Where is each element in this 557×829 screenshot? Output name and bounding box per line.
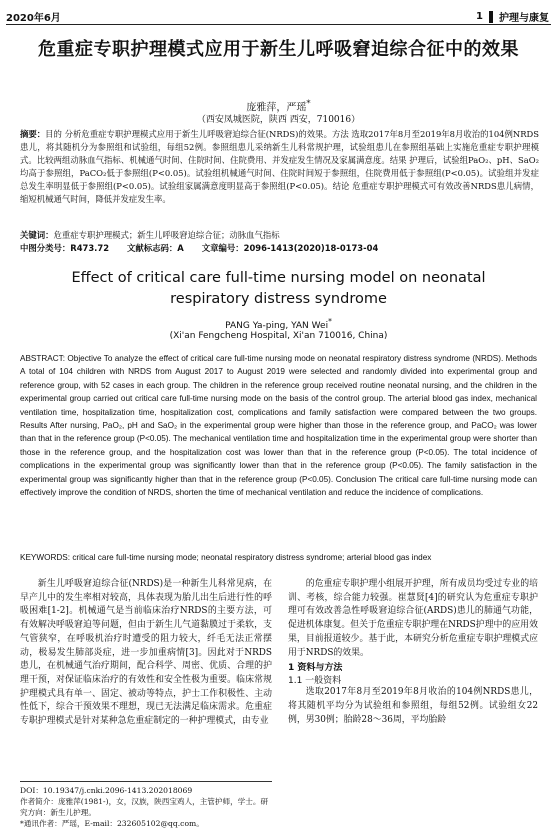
chinese-abstract-text: 目的 分析危重症专职护理模式应用于新生儿呼吸窘迫综合征(NRDS)的效果。方法 选取2017年8月至2019年8月收治的104例NRDS患儿，将其随机分为参照组和试验组，每组52例。参照组患儿采纳新生儿科常规护理，试验组患儿在参照组基础上实施危重症专职护理模式。比较两组动脉血气指标、机械通气时间、住院时间、住院费用、并发症发生情况及家属满意度。结果 护理后，试验组PaO₂、pH、SaO₂均高于参照组，PaCO₂低于参照组(P<0.05)。试验组机械通气时间、住院时间短于参照组，住院费用低于参照组(P<0.05)。试验组并发症总发生率明显低于参照组(P<0.05)。试验组家属满意度明显高于参照组(P<0.05)。结论 危重症专职护理模式可有效改善NRDS患儿病情，缩短机械通气时间，降低并发症发生率。 bbox=[20, 129, 539, 204]
english-abstract-text: Objective To analyze the effect of critical care full-time nursing mode on neonatal respiratory distress syndrome (NRDS). Methods A total of 104 children with NRDS from August 2017 to August 2019 were selected and randomly divided into experimental group and reference group, with 52 cases in each group. The children in the reference group received routine neonatal nursing, and the children in the experimental group carried out critical care full-time nursing mode on the basis of the control group. The arterial blood gas index, mechanical ventilation time, hospitalization time, hospitalization cost, complications and family satisfaction were compared between the two groups. Results After nursing, PaO₂, pH and SaO₂ in the experimental group were higher than those in the reference group, and PaCO₂ was lower than that in the reference group (P<0.05). The mechanical ventilation time and hospitalization time in the experimental group were shorter than those in the reference group, and the hospitalization cost was lower than that in the reference group (P<0.05). The total incidence of complications in the experimental group was significantly lower than that in the reference group (P<0.05). The family satisfaction in the experimental group was significantly higher than that in the reference group (P<0.05). Conclusion The critical care full-time nursing mode can effectively improve the condition of NRDS, shorten the time of mechanical ventilation and reduce the incidence of complications. bbox=[20, 354, 537, 498]
english-abstract bbox=[20, 352, 537, 499]
header-rule bbox=[6, 24, 551, 25]
journal-name: 护理与康复 bbox=[499, 13, 549, 24]
body-column-right bbox=[288, 578, 538, 727]
clc-number: 中图分类号：R473.72 bbox=[20, 243, 110, 253]
english-authors bbox=[0, 317, 557, 331]
chinese-abstract bbox=[20, 128, 539, 206]
english-keywords-text: critical care full-time nursing mode; neonatal respiratory distress syndrome; arterial blood gas index bbox=[72, 553, 432, 562]
running-header bbox=[0, 0, 557, 26]
author-bio: 作者简介：庞雅萍(1981-)，女，汉族，陕西宝鸡人，主管护师，学士。研究方向：新生儿护理。 bbox=[20, 797, 269, 817]
classification-row bbox=[20, 242, 539, 254]
page-number: 1 bbox=[476, 11, 483, 22]
chinese-abstract-label: 摘要： bbox=[20, 129, 46, 139]
issue-date: 2020年6月 bbox=[6, 13, 61, 24]
article-number: 文章编号：2096-1413(2020)18-0173-04 bbox=[201, 243, 379, 253]
body-column-left: 新生儿呼吸窘迫综合征(NRDS)是一种新生儿科常见病，在早产儿中的发生率相对较高，具体表现为胎儿出生后进行性的呼吸困难[1-2]。机械通气是当前临床治疗NRDS的主要方法，可有效解决呼吸窘迫等问题，但由于新生儿气道黏膜过于柔软，支气管狭窄，在呼吸机治疗时遭受的阻力较大，纤毛无法正常摆动，极易发生肺部炎症，进一步加重病情[3]。因此对于NRDS患儿，在机械通气治疗期间，配合科学、周密、优质、合理的护理干预，对保证临床治疗的有效性和安全性极为重要。临床常规护理模式具有单一、固定、被动等特点，护士工作积极性、主动性低下，综合干预效果不理想，现已无法满足临床需求。危重症专职护理模式是针对某种急危重症制定的一种护理模式，由专业 bbox=[20, 579, 272, 727]
english-keywords bbox=[20, 553, 537, 562]
footnote bbox=[20, 781, 272, 829]
doi: DOI：10.19347/j.cnki.2096-1413.202018069 bbox=[20, 786, 193, 795]
general-data-paragraph: 选取2017年8月至2019年8月收治的104例NRDS患儿，将其随机平均分为试验组和参照组，每组52例。试验组女22例，男30例；胎龄28～36周，平均胎龄 bbox=[288, 687, 538, 725]
english-corresponding-mark: * bbox=[328, 317, 332, 326]
journal-name-block bbox=[476, 9, 549, 24]
english-abstract-label: ABSTRACT: bbox=[20, 354, 66, 363]
english-keywords-label: KEYWORDS: bbox=[20, 553, 71, 562]
english-author-names: PANG Ya-ping, YAN Wei bbox=[225, 321, 329, 331]
chinese-author-names: 庞雅萍，严瑶 bbox=[246, 102, 307, 114]
chinese-keywords-text: 危重症专职护理模式；新生儿呼吸窘迫综合征；动脉血气指标 bbox=[53, 230, 280, 240]
section-heading: 1 资料与方法 bbox=[288, 663, 343, 674]
subsection-heading: 1.1 一般资料 bbox=[288, 676, 342, 687]
corresponding-author: *通讯作者：严瑶，E-mail：232605102@qq.com。 bbox=[20, 819, 204, 828]
chinese-keywords-label: 关键词： bbox=[20, 230, 54, 240]
english-affiliation: (Xi'an Fengcheng Hospital, Xi'an 710016, China) bbox=[169, 331, 388, 341]
corresponding-mark: * bbox=[306, 98, 311, 108]
header-bar-icon bbox=[489, 11, 493, 23]
chinese-title: 危重症专职护理模式应用于新生儿呼吸窘迫综合征中的效果 bbox=[38, 39, 519, 60]
chinese-affiliation: （西安凤城医院，陕西 西安，710016） bbox=[196, 115, 361, 125]
chinese-keywords bbox=[20, 229, 539, 241]
intro-paragraph-continued: 的危重症专职护理小组展开护理，所有成员均受过专业的培训、考核，综合能力较强。崔慧贤[4]的研究认为危重症专职护理可有效改善急性呼吸窘迫综合征(ARDS)患儿的肺通气功能，促进机体康复。但关于危重症专职护理在NRDS护理中的应用效果，目前报道较少。基于此，本研究分析危重症专职护理模式应用于NRDS的效果。 bbox=[288, 579, 538, 658]
document-code: 文献标志码：A bbox=[127, 243, 184, 253]
english-title: Effect of critical care full-time nursing model on neonatal respiratory distress syndrome bbox=[71, 270, 486, 307]
